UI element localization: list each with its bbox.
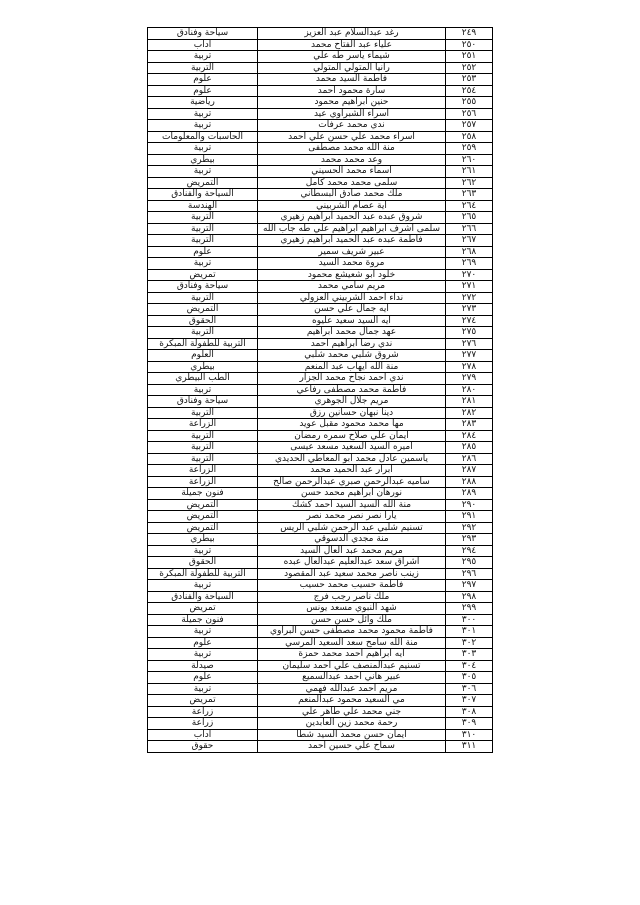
row-number-cell: ٢٥٥ — [446, 97, 493, 109]
faculty-cell: السياحة والفنادق — [148, 189, 258, 201]
student-name-cell: مريم محمد عبد العال السيد — [258, 545, 446, 557]
row-number-cell: ٢٦٦ — [446, 223, 493, 235]
table-row — [148, 166, 493, 178]
table-row — [148, 212, 493, 224]
faculty-cell: تربية — [148, 143, 258, 155]
row-number-cell: ٢٨١ — [446, 396, 493, 408]
student-name-cell: ندي محمد عرفات — [258, 120, 446, 132]
faculty-cell: الطب البيطري — [148, 373, 258, 385]
table-row — [148, 292, 493, 304]
table-row — [148, 442, 493, 454]
row-number-cell: ٢٧٦ — [446, 338, 493, 350]
faculty-cell: علوم — [148, 246, 258, 258]
student-name-cell: ملك محمد صادق البسطاني — [258, 189, 446, 201]
student-name-cell: حنين ابراهيم محمود — [258, 97, 446, 109]
table-row — [148, 384, 493, 396]
row-number-cell: ٣٠١ — [446, 626, 493, 638]
faculty-cell: التربية — [148, 292, 258, 304]
student-name-cell: اسماء محمد الحسيني — [258, 166, 446, 178]
table-row — [148, 603, 493, 615]
faculty-cell: الزراعة — [148, 465, 258, 477]
table-row — [148, 729, 493, 741]
faculty-cell: التمريض — [148, 304, 258, 316]
student-name-cell: سماح علي حسين احمد — [258, 741, 446, 753]
row-number-cell: ٢٧١ — [446, 281, 493, 293]
faculty-cell: فنون جميلة — [148, 488, 258, 500]
student-name-cell: شهد النبوي مسعد يونس — [258, 603, 446, 615]
row-number-cell: ٣٠٢ — [446, 637, 493, 649]
student-name-cell: ابرار عبد الحميد محمد — [258, 465, 446, 477]
table-row — [148, 258, 493, 270]
student-name-cell: مريم سامي محمد — [258, 281, 446, 293]
student-name-cell: عبير هاني احمد عبدالسميع — [258, 672, 446, 684]
faculty-cell: تربية — [148, 545, 258, 557]
row-number-cell: ٢٦٤ — [446, 200, 493, 212]
row-number-cell: ٢٧٧ — [446, 350, 493, 362]
faculty-cell: تمريض — [148, 269, 258, 281]
row-number-cell: ٢٧٨ — [446, 361, 493, 373]
student-name-cell: اشراق سعد عبدالعليم عبدالعال عبده — [258, 557, 446, 569]
row-number-cell: ٢٨٠ — [446, 384, 493, 396]
faculty-cell: التربية — [148, 223, 258, 235]
student-name-cell: ملك وائل حسن حسن — [258, 614, 446, 626]
student-name-cell: منة الله ايهاب عبد المنعم — [258, 361, 446, 373]
table-row — [148, 419, 493, 431]
row-number-cell: ٢٩٣ — [446, 534, 493, 546]
row-number-cell: ٢٥٠ — [446, 39, 493, 51]
faculty-cell: التمريض — [148, 522, 258, 534]
faculty-cell: التربية للطفولة المبكرة — [148, 338, 258, 350]
table-row — [148, 177, 493, 189]
row-number-cell: ٢٥٣ — [446, 74, 493, 86]
table-row — [148, 706, 493, 718]
row-number-cell: ٢٧٥ — [446, 327, 493, 339]
student-name-cell: ساميه عبدالرحمن صبري عبدالرحمن صالح — [258, 476, 446, 488]
table-row — [148, 534, 493, 546]
student-roster-table — [147, 27, 493, 753]
row-number-cell: ٣٠٤ — [446, 660, 493, 672]
table-row — [148, 315, 493, 327]
student-name-cell: فاطمة محمد مصطفى رفاعي — [258, 384, 446, 396]
row-number-cell: ٢٦٨ — [446, 246, 493, 258]
table-row — [148, 39, 493, 51]
row-number-cell: ٣١٠ — [446, 729, 493, 741]
faculty-cell: زراعة — [148, 718, 258, 730]
table-row — [148, 511, 493, 523]
student-name-cell: زينب ناصر محمد سعيد عبد المقصود — [258, 568, 446, 580]
student-name-cell: مي السعيد محمود عبدالمنعم — [258, 695, 446, 707]
student-name-cell: رحمة محمد زين العابدين — [258, 718, 446, 730]
student-name-cell: تسنيم شلبي عبد الرحمن شلبي الريس — [258, 522, 446, 534]
faculty-cell: علوم — [148, 85, 258, 97]
table-row — [148, 327, 493, 339]
student-name-cell: تسنيم عبدالمنصف علي احمد سليمان — [258, 660, 446, 672]
faculty-cell: بيطري — [148, 154, 258, 166]
faculty-cell: الزراعة — [148, 419, 258, 431]
row-number-cell: ٣٠٠ — [446, 614, 493, 626]
faculty-cell: التربية — [148, 442, 258, 454]
faculty-cell: علوم — [148, 74, 258, 86]
row-number-cell: ٢٥٤ — [446, 85, 493, 97]
faculty-cell: التمريض — [148, 499, 258, 511]
student-name-cell: منة الله محمد مصطفى — [258, 143, 446, 155]
table-row — [148, 568, 493, 580]
student-name-cell: ايه السيد سعيد عليوه — [258, 315, 446, 327]
faculty-cell: تمريض — [148, 603, 258, 615]
table-row — [148, 637, 493, 649]
faculty-cell: رياضية — [148, 97, 258, 109]
student-name-cell: آية عصام الشربيني — [258, 200, 446, 212]
table-row — [148, 28, 493, 40]
student-name-cell: اسراء محمد علي حسن علي احمد — [258, 131, 446, 143]
faculty-cell: تربية — [148, 626, 258, 638]
row-number-cell: ٢٩٩ — [446, 603, 493, 615]
student-name-cell: منة الله سامح سعد السعيد المرسي — [258, 637, 446, 649]
table-row — [148, 108, 493, 120]
student-name-cell: شيماء ياسر طه علي — [258, 51, 446, 63]
faculty-cell: تربية — [148, 166, 258, 178]
faculty-cell: سياحة وفنادق — [148, 396, 258, 408]
student-name-cell: دينا نبهان حسانين رزق — [258, 407, 446, 419]
table-row — [148, 741, 493, 753]
row-number-cell: ٢٨٩ — [446, 488, 493, 500]
row-number-cell: ٣٠٨ — [446, 706, 493, 718]
row-number-cell: ٣٠٧ — [446, 695, 493, 707]
row-number-cell: ٢٧٠ — [446, 269, 493, 281]
student-name-cell: فاطمة محمود محمد مصطفى حسن البراوي — [258, 626, 446, 638]
table-row — [148, 74, 493, 86]
row-number-cell: ٣٠٥ — [446, 672, 493, 684]
table-row — [148, 683, 493, 695]
row-number-cell: ٢٨٧ — [446, 465, 493, 477]
faculty-cell: التمريض — [148, 511, 258, 523]
row-number-cell: ٢٨٣ — [446, 419, 493, 431]
student-name-cell: فاطمة حسيب محمد حسيب — [258, 580, 446, 592]
faculty-cell: اداب — [148, 729, 258, 741]
table-row — [148, 304, 493, 316]
table-row — [148, 85, 493, 97]
student-name-cell: مها محمد محمود مقبل عويد — [258, 419, 446, 431]
row-number-cell: ٢٥٢ — [446, 62, 493, 74]
student-name-cell: سلمى أشرف ابراهيم ابراهيم علي طه جاب الله — [258, 223, 446, 235]
faculty-cell: الحقوق — [148, 315, 258, 327]
faculty-cell: اداب — [148, 39, 258, 51]
student-name-cell: ايمان حسن محمد السيد شطا — [258, 729, 446, 741]
student-name-cell: ملك ناصر رجب فرج — [258, 591, 446, 603]
row-number-cell: ٢٩١ — [446, 511, 493, 523]
faculty-cell: تربية — [148, 258, 258, 270]
faculty-cell: التربية — [148, 327, 258, 339]
row-number-cell: ٢٦٧ — [446, 235, 493, 247]
student-name-cell: نداء احمد الشربيني العزولي — [258, 292, 446, 304]
table-row — [148, 51, 493, 63]
student-name-cell: علياء عبد الفتاح محمد — [258, 39, 446, 51]
faculty-cell: التربية — [148, 212, 258, 224]
student-name-cell: ايه ابراهيم احمد محمد حمزة — [258, 649, 446, 661]
student-name-cell: ندي رضا ابراهيم احمد — [258, 338, 446, 350]
table-row — [148, 62, 493, 74]
table-row — [148, 672, 493, 684]
faculty-cell: تربية — [148, 683, 258, 695]
table-row — [148, 338, 493, 350]
student-name-cell: مروة محمد السيد — [258, 258, 446, 270]
faculty-cell: حقوق — [148, 741, 258, 753]
row-number-cell: ٣٠٦ — [446, 683, 493, 695]
table-row — [148, 269, 493, 281]
student-name-cell: رغد عبدالسلام عبد العزيز — [258, 28, 446, 40]
faculty-cell: تربية — [148, 120, 258, 132]
student-name-cell: رانيا المتولي المتولي — [258, 62, 446, 74]
faculty-cell: بيطري — [148, 534, 258, 546]
row-number-cell: ٢٥٨ — [446, 131, 493, 143]
row-number-cell: ٢٦٢ — [446, 177, 493, 189]
faculty-cell: سياحة وفنادق — [148, 28, 258, 40]
table-row — [148, 649, 493, 661]
row-number-cell: ٢٦٩ — [446, 258, 493, 270]
student-name-cell: سلمى محمد محمد كامل — [258, 177, 446, 189]
table-row — [148, 361, 493, 373]
faculty-cell: الحاسبات والمعلومات — [148, 131, 258, 143]
student-name-cell: جني محمد علي طاهر علي — [258, 706, 446, 718]
table-row — [148, 143, 493, 155]
row-number-cell: ٢٦١ — [446, 166, 493, 178]
table-row — [148, 131, 493, 143]
faculty-cell: تمريض — [148, 695, 258, 707]
faculty-cell: تربية — [148, 384, 258, 396]
row-number-cell: ٣٠٩ — [446, 718, 493, 730]
faculty-cell: علوم — [148, 672, 258, 684]
table-row — [148, 430, 493, 442]
table-row — [148, 476, 493, 488]
faculty-cell: علوم — [148, 637, 258, 649]
table-row — [148, 695, 493, 707]
table-row — [148, 189, 493, 201]
faculty-cell: التربية — [148, 430, 258, 442]
roster-body — [148, 28, 493, 753]
row-number-cell: ٢٨٦ — [446, 453, 493, 465]
faculty-cell: التربية للطفولة المبكرة — [148, 568, 258, 580]
table-row — [148, 522, 493, 534]
faculty-cell: زراعة — [148, 706, 258, 718]
table-row — [148, 453, 493, 465]
row-number-cell: ٢٨٨ — [446, 476, 493, 488]
table-row — [148, 591, 493, 603]
faculty-cell: الحقوق — [148, 557, 258, 569]
row-number-cell: ٢٨٢ — [446, 407, 493, 419]
row-number-cell: ٢٧٢ — [446, 292, 493, 304]
table-row — [148, 120, 493, 132]
student-name-cell: فاطمة السيد محمد — [258, 74, 446, 86]
student-name-cell: فاطمة عبده عبد الحميد ابراهيم زهيري — [258, 235, 446, 247]
table-row — [148, 557, 493, 569]
row-number-cell: ٢٩٥ — [446, 557, 493, 569]
faculty-cell: تربية — [148, 580, 258, 592]
table-row — [148, 200, 493, 212]
student-name-cell: يارا نصر نصر محمد نصر — [258, 511, 446, 523]
table-row — [148, 223, 493, 235]
faculty-cell: بيطري — [148, 361, 258, 373]
row-number-cell: ٢٩٢ — [446, 522, 493, 534]
row-number-cell: ٢٩٤ — [446, 545, 493, 557]
row-number-cell: ٢٨٥ — [446, 442, 493, 454]
faculty-cell: التربية — [148, 453, 258, 465]
student-name-cell: ندي احمد نجاح محمد الجزار — [258, 373, 446, 385]
faculty-cell: صيدلة — [148, 660, 258, 672]
row-number-cell: ٢٦٥ — [446, 212, 493, 224]
student-name-cell: مريم جلال الجوهري — [258, 396, 446, 408]
table-row — [148, 396, 493, 408]
student-name-cell: عهد جمال محمد ابراهيم — [258, 327, 446, 339]
student-name-cell: منة الله السيد السيد احمد كشك — [258, 499, 446, 511]
faculty-cell: التربية — [148, 407, 258, 419]
row-number-cell: ٢٥١ — [446, 51, 493, 63]
row-number-cell: ٢٧٤ — [446, 315, 493, 327]
faculty-cell: الهندسة — [148, 200, 258, 212]
student-name-cell: ياسمين عادل محمد ابو المعاطي الحديدي — [258, 453, 446, 465]
table-row — [148, 154, 493, 166]
row-number-cell: ٢٥٩ — [446, 143, 493, 155]
table-row — [148, 718, 493, 730]
table-row — [148, 488, 493, 500]
student-name-cell: خلود ابو شعيشع محمود — [258, 269, 446, 281]
row-number-cell: ٢٩٦ — [446, 568, 493, 580]
faculty-cell: تربية — [148, 51, 258, 63]
table-row — [148, 350, 493, 362]
row-number-cell: ٢٧٩ — [446, 373, 493, 385]
row-number-cell: ٣١١ — [446, 741, 493, 753]
table-row — [148, 281, 493, 293]
row-number-cell: ٢٥٦ — [446, 108, 493, 120]
row-number-cell: ٢٨٤ — [446, 430, 493, 442]
faculty-cell: فنون جميلة — [148, 614, 258, 626]
faculty-cell: الزراعة — [148, 476, 258, 488]
table-row — [148, 499, 493, 511]
student-name-cell: ايه جمال علي حسن — [258, 304, 446, 316]
table-row — [148, 97, 493, 109]
table-row — [148, 407, 493, 419]
row-number-cell: ٢٩٨ — [446, 591, 493, 603]
row-number-cell: ٢٦٣ — [446, 189, 493, 201]
student-name-cell: منة مجدي الدسوقي — [258, 534, 446, 546]
faculty-cell: التربية — [148, 62, 258, 74]
table-row — [148, 545, 493, 557]
table-row — [148, 660, 493, 672]
row-number-cell: ٢٩٠ — [446, 499, 493, 511]
faculty-cell: سياحة وفنادق — [148, 281, 258, 293]
student-name-cell: نورهان ابراهيم محمد حسن — [258, 488, 446, 500]
table-row — [148, 626, 493, 638]
table-row — [148, 373, 493, 385]
row-number-cell: ٢٦٠ — [446, 154, 493, 166]
student-name-cell: اميره السيد السعيد مسعد عيسى — [258, 442, 446, 454]
student-name-cell: مريم احمد عبدالله فهمي — [258, 683, 446, 695]
faculty-cell: السياحة والفنادق — [148, 591, 258, 603]
row-number-cell: ٣٠٣ — [446, 649, 493, 661]
table-row — [148, 235, 493, 247]
table-row — [148, 580, 493, 592]
student-name-cell: شروق شلبي محمد شلبي — [258, 350, 446, 362]
faculty-cell: العلوم — [148, 350, 258, 362]
row-number-cell: ٢٤٩ — [446, 28, 493, 40]
faculty-cell: تربية — [148, 649, 258, 661]
row-number-cell: ٢٩٧ — [446, 580, 493, 592]
faculty-cell: تربية — [148, 108, 258, 120]
student-name-cell: اسراء الشبراوي عيد — [258, 108, 446, 120]
student-name-cell: ايمان علي صلاح سمره رمضان — [258, 430, 446, 442]
faculty-cell: التمريض — [148, 177, 258, 189]
row-number-cell: ٢٧٣ — [446, 304, 493, 316]
student-name-cell: وعد محمد محمد — [258, 154, 446, 166]
student-name-cell: سارة محمود احمد — [258, 85, 446, 97]
table-row — [148, 465, 493, 477]
faculty-cell: التربية — [148, 235, 258, 247]
table-row — [148, 614, 493, 626]
student-name-cell: شروق عبده عبد الحميد ابراهيم زهيري — [258, 212, 446, 224]
row-number-cell: ٢٥٧ — [446, 120, 493, 132]
table-row — [148, 246, 493, 258]
student-name-cell: عبير شريف سمير — [258, 246, 446, 258]
